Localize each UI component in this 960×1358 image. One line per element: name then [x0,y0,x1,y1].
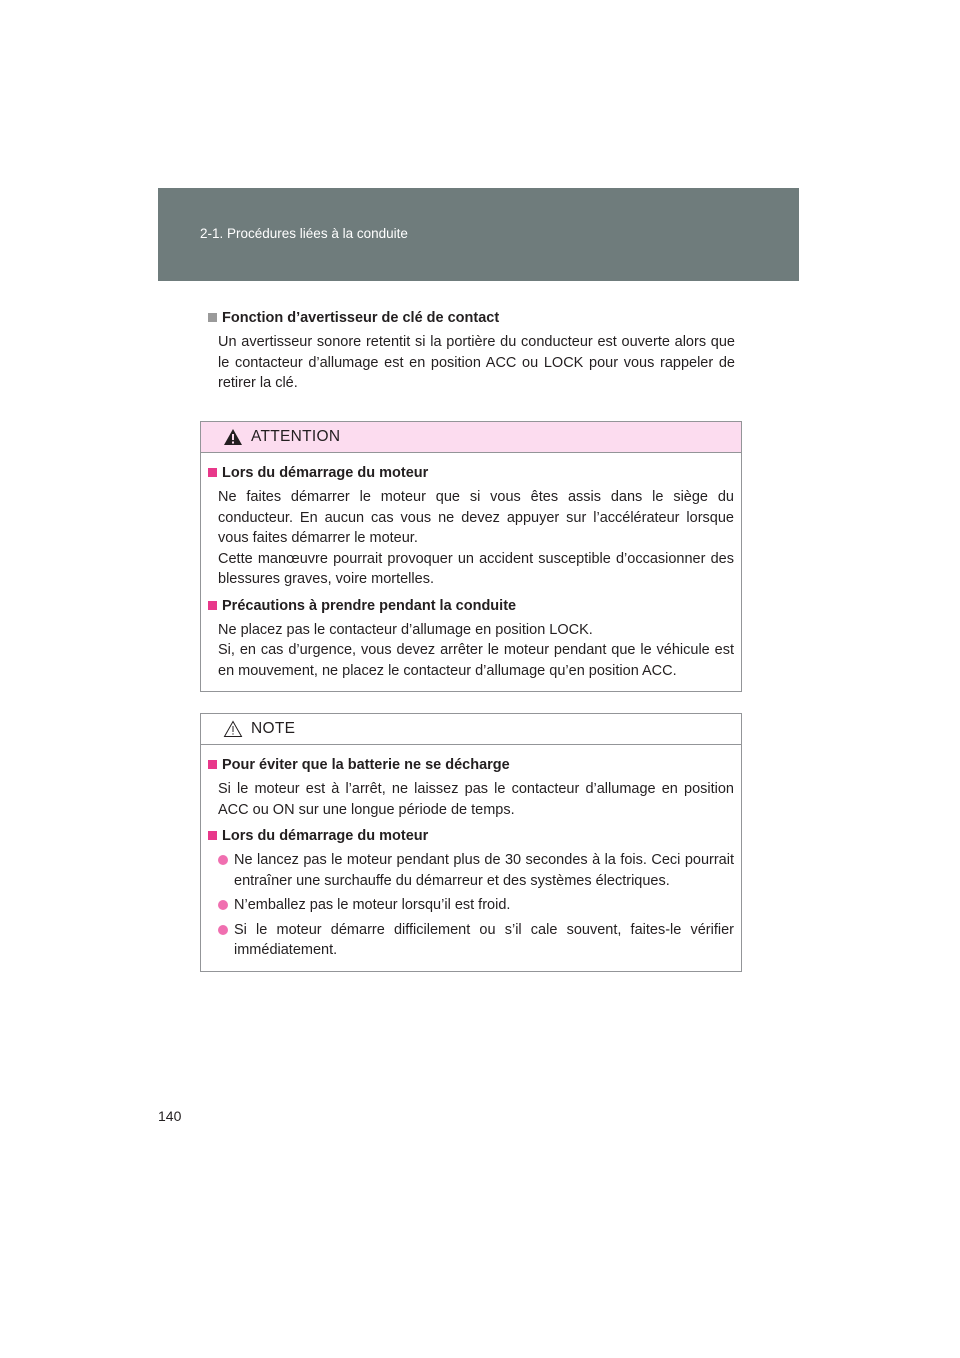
intro-heading [208,308,735,328]
warning-triangle-icon [223,428,243,446]
note-bullet-text: Ne lancez pas le moteur pendant plus de 30 secondes à la fois. Ceci pourrait entraîner une surchauffe du démarreur et des systèmes électriques. [234,852,734,889]
intro-section [208,308,735,394]
attention-item-text [208,487,734,590]
square-bullet-icon [208,601,217,610]
note-bullet [208,850,734,891]
chapter-title: 2-1. Procédures liées à la conduite [200,226,408,241]
attention-body [201,453,741,691]
page-number: 140 [158,1108,182,1124]
chapter-header [158,188,799,281]
circle-bullet-icon [218,900,228,910]
note-item-heading-text: Lors du démarrage du moteur [222,828,429,844]
attention-item [208,463,734,590]
note-bullet [208,920,734,961]
attention-box [200,421,742,692]
attention-item-heading [208,596,734,616]
attention-item-paragraph: Ne faites démarrer le moteur que si vous êtes assis dans le siège du conducteur. En aucun cas vous ne devez appuyer sur l’accélérateur lorsque vous faites démarrer le moteur. [218,489,734,546]
note-item-heading [208,755,734,775]
square-bullet-icon [208,468,217,477]
note-item-heading-text: Pour éviter que la batterie ne se décharge [222,757,510,773]
attention-header [201,422,741,453]
note-box [200,713,742,972]
note-bullet [208,895,734,916]
circle-bullet-icon [218,855,228,865]
note-item [208,755,734,820]
square-bullet-icon [208,831,217,840]
attention-item-heading [208,463,734,483]
attention-item-paragraph: Cette manœuvre pourrait provoquer un accident susceptible d’occasionner des blessures graves, voire mortelles. [218,550,734,587]
note-header [201,714,741,745]
attention-item-paragraph: Ne placez pas le contacteur d’allumage en position LOCK. [218,621,593,638]
note-item [208,826,734,961]
square-bullet-icon [208,760,217,769]
intro-heading-text: Fonction d’avertisseur de clé de contact [222,310,500,326]
note-item-heading [208,826,734,846]
note-bullet-text: Si le moteur démarre difficilement ou s’il cale souvent, faites-le vérifier immédiatement. [234,921,734,958]
note-body [201,745,741,971]
note-item-text: Si le moteur est à l’arrêt, ne laissez pas le contacteur d’allumage en position ACC ou ON sur une longue période de temps. [218,781,734,818]
square-bullet-icon [208,313,217,322]
attention-title: ATTENTION [251,428,341,445]
attention-item [208,596,734,682]
attention-item-heading-text: Précautions à prendre pendant la conduite [222,597,517,614]
note-bullet-text: N’emballez pas le moteur lorsqu’il est froid. [234,897,511,913]
note-title: NOTE [251,720,296,737]
circle-bullet-icon [218,925,228,935]
attention-item-heading-text: Lors du démarrage du moteur [222,465,429,481]
intro-text: Un avertisseur sonore retentit si la portière du conducteur est ouverte alors que le contacteur d’allumage est en position ACC ou LOCK pour vous rappeler de retirer la clé. [218,334,735,391]
attention-item-text [208,620,734,682]
attention-item-paragraph: Si, en cas d’urgence, vous devez arrêter le moteur pendant que le véhicule est en mouvement, ne placez le contacteur d’allumage qu’en position ACC. [218,642,734,679]
caution-triangle-icon [223,720,243,738]
